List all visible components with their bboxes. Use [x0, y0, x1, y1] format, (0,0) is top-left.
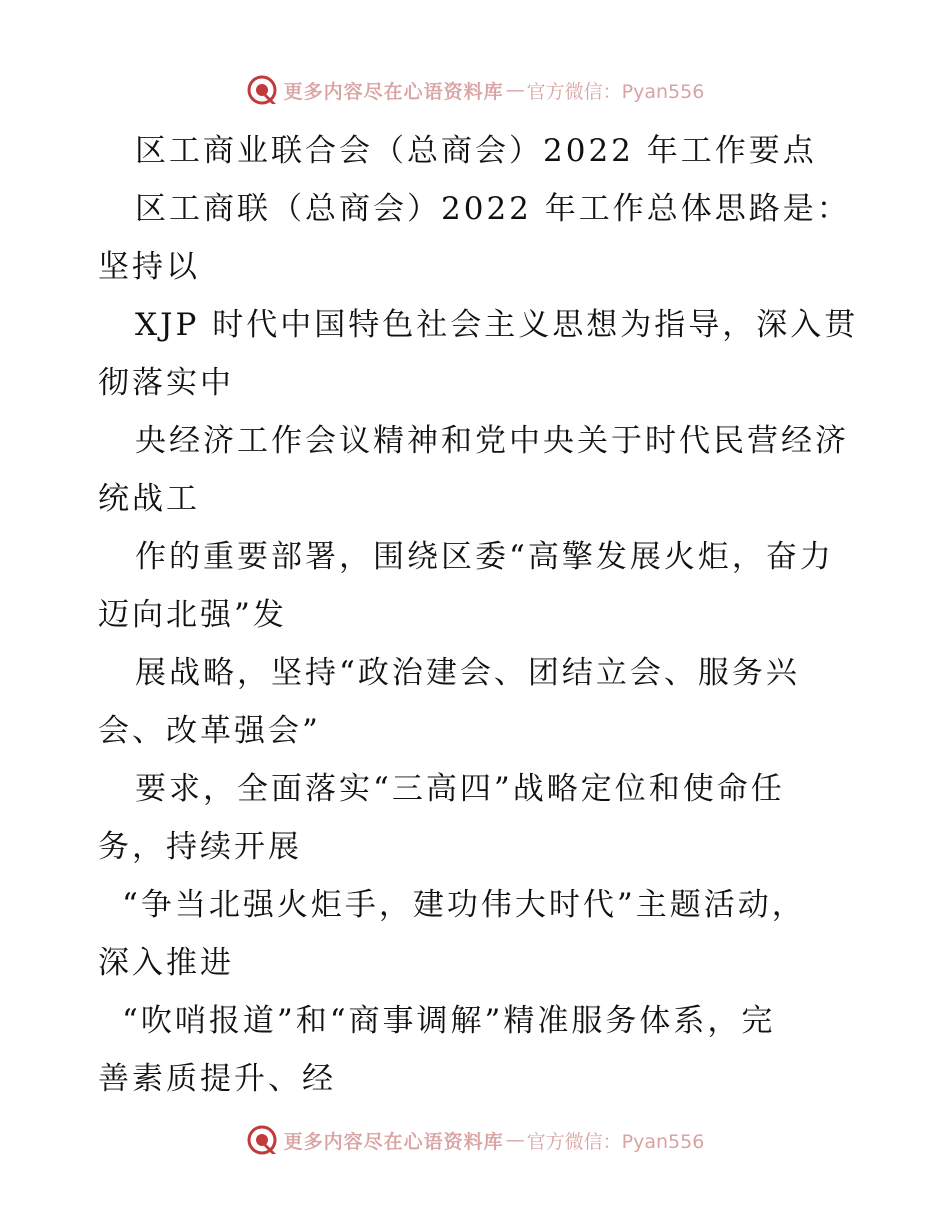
- text-line: “争当北强火炬手，建功伟大时代”主题活动，: [122, 887, 806, 923]
- text-line: 深入推进: [98, 945, 234, 981]
- banner-dash: —: [505, 79, 525, 101]
- text-line: 务，持续开展: [98, 829, 302, 865]
- pen-logo-icon: [246, 1124, 278, 1156]
- header-banner: [0, 70, 950, 110]
- text-line: 展战略，坚持“政治建会、团结立会、服务兴: [135, 655, 800, 691]
- pen-logo-icon: [246, 74, 278, 106]
- banner-promo-text: 更多内容尽在心语资料库: [283, 1130, 504, 1153]
- text-line: 要求，全面落实“三高四”战略定位和使命任: [135, 771, 785, 807]
- document-body: [98, 122, 878, 1108]
- text-line: “吹哨报道”和“商事调解”精准服务体系，完: [122, 1003, 776, 1039]
- banner-wechat-text: 官方微信：Pyan556: [526, 1130, 705, 1153]
- text-line: 会、改革强会”: [98, 713, 321, 749]
- footer-banner: [0, 1120, 950, 1160]
- document-title: 区工商业联合会（总商会）2022 年工作要点: [135, 133, 817, 169]
- text-line: 作的重要部署，围绕区委“高擎发展火炬，奋力: [135, 539, 834, 575]
- text-line: 统战工: [98, 481, 200, 517]
- text-line: 迈向北强”发: [98, 597, 287, 633]
- text-line: 彻落实中: [98, 365, 234, 401]
- text-line: 善素质提升、经: [98, 1061, 336, 1097]
- text-line: 央经济工作会议精神和党中央关于时代民营经济: [135, 423, 849, 459]
- text-line: 区工商联（总商会）2022 年工作总体思路是：: [135, 191, 851, 227]
- banner-wechat-text: 官方微信：Pyan556: [526, 80, 705, 103]
- text-line: XJP 时代中国特色社会主义思想为指导，深入贯: [135, 307, 859, 343]
- banner-promo-text: 更多内容尽在心语资料库: [283, 80, 504, 103]
- banner-dash: —: [505, 1129, 525, 1151]
- text-line: 坚持以: [98, 249, 200, 285]
